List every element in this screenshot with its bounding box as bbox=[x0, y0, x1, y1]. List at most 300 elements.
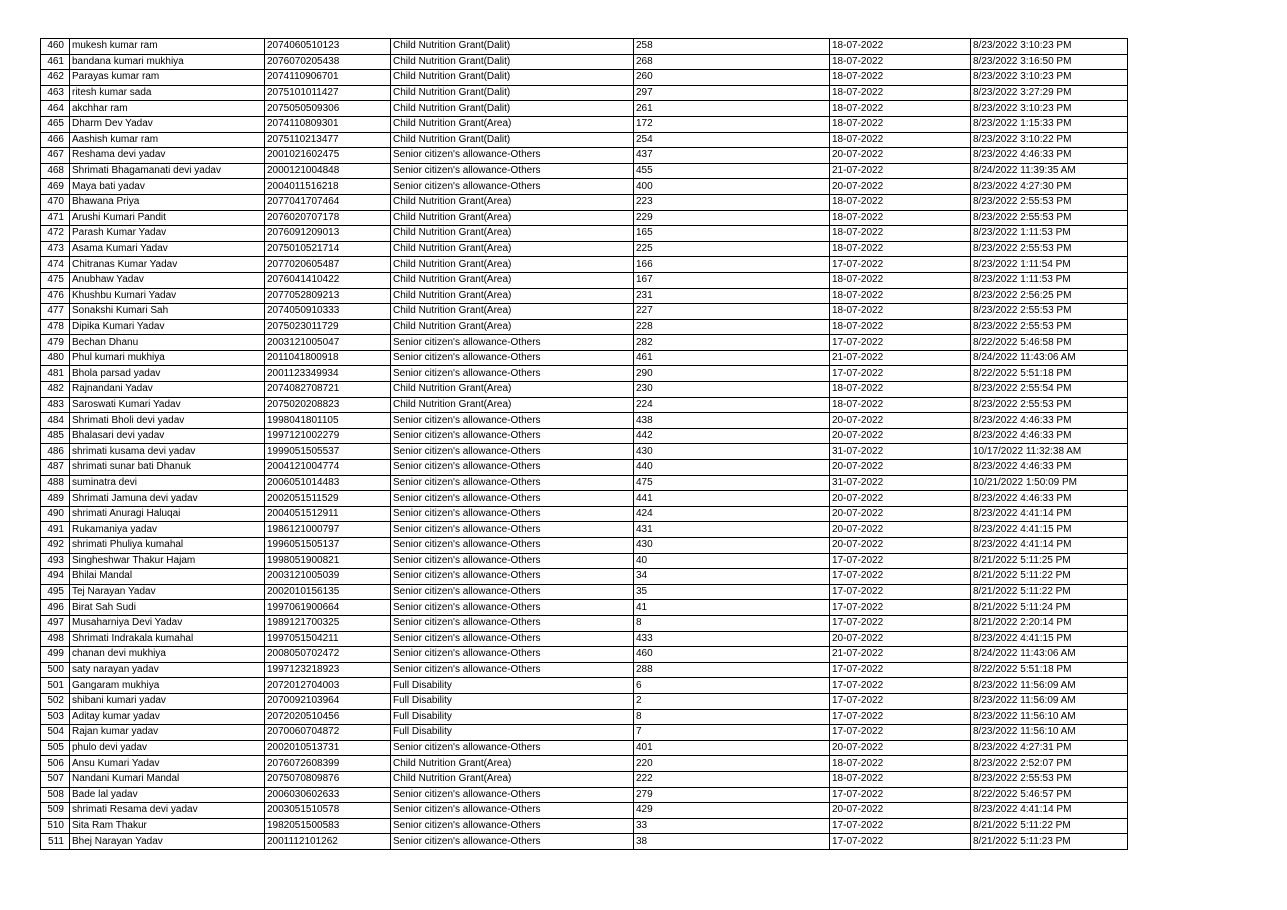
allowance-type-cell: Child Nutrition Grant(Area) bbox=[391, 210, 634, 226]
timestamp-cell: 8/23/2022 1:15:33 PM bbox=[971, 116, 1128, 132]
name-cell: Shrimati Indrakala kumahal bbox=[70, 631, 265, 647]
table-row bbox=[41, 241, 1128, 257]
table-row bbox=[41, 771, 1128, 787]
record-number-cell: 279 bbox=[634, 787, 830, 803]
name-cell: phulo devi yadav bbox=[70, 740, 265, 756]
name-cell: shrimati kusama devi yadav bbox=[70, 444, 265, 460]
table-row bbox=[41, 70, 1128, 86]
table-row bbox=[41, 725, 1128, 741]
allowance-type-cell: Senior citizen's allowance-Others bbox=[391, 148, 634, 164]
table-row bbox=[41, 101, 1128, 117]
id-number-cell: 1989121700325 bbox=[265, 615, 391, 631]
id-number-cell: 2077020605487 bbox=[265, 257, 391, 273]
allowance-type-cell: Child Nutrition Grant(Area) bbox=[391, 226, 634, 242]
id-number-cell: 2077041707464 bbox=[265, 194, 391, 210]
id-number-cell: 2074110906701 bbox=[265, 70, 391, 86]
name-cell: Shrimati Bhagamanati devi yadav bbox=[70, 163, 265, 179]
record-number-cell: 41 bbox=[634, 600, 830, 616]
serial-number-cell: 485 bbox=[41, 428, 70, 444]
id-number-cell: 1998051900821 bbox=[265, 553, 391, 569]
serial-number-cell: 478 bbox=[41, 319, 70, 335]
name-cell: Bhej Narayan Yadav bbox=[70, 834, 265, 850]
serial-number-cell: 497 bbox=[41, 615, 70, 631]
timestamp-cell: 8/22/2022 5:51:18 PM bbox=[971, 366, 1128, 382]
id-number-cell: 2074082708721 bbox=[265, 382, 391, 398]
date-cell: 18-07-2022 bbox=[830, 397, 971, 413]
date-cell: 20-07-2022 bbox=[830, 803, 971, 819]
serial-number-cell: 480 bbox=[41, 350, 70, 366]
timestamp-cell: 8/23/2022 4:41:14 PM bbox=[971, 803, 1128, 819]
name-cell: Bhola parsad yadav bbox=[70, 366, 265, 382]
timestamp-cell: 8/23/2022 2:55:53 PM bbox=[971, 771, 1128, 787]
id-number-cell: 2003051510578 bbox=[265, 803, 391, 819]
serial-number-cell: 476 bbox=[41, 288, 70, 304]
name-cell: Khushbu Kumari Yadav bbox=[70, 288, 265, 304]
allowance-type-cell: Senior citizen's allowance-Others bbox=[391, 569, 634, 585]
table-row bbox=[41, 615, 1128, 631]
serial-number-cell: 491 bbox=[41, 522, 70, 538]
table-row bbox=[41, 288, 1128, 304]
allowance-type-cell: Senior citizen's allowance-Others bbox=[391, 834, 634, 850]
timestamp-cell: 8/23/2022 4:41:14 PM bbox=[971, 538, 1128, 554]
timestamp-cell: 10/17/2022 11:32:38 AM bbox=[971, 444, 1128, 460]
serial-number-cell: 472 bbox=[41, 226, 70, 242]
id-number-cell: 1986121000797 bbox=[265, 522, 391, 538]
name-cell: Anubhaw Yadav bbox=[70, 272, 265, 288]
name-cell: ritesh kumar sada bbox=[70, 85, 265, 101]
id-number-cell: 2002051511529 bbox=[265, 491, 391, 507]
timestamp-cell: 8/23/2022 4:46:33 PM bbox=[971, 460, 1128, 476]
table-row bbox=[41, 693, 1128, 709]
record-number-cell: 442 bbox=[634, 428, 830, 444]
allowance-type-cell: Child Nutrition Grant(Area) bbox=[391, 241, 634, 257]
date-cell: 17-07-2022 bbox=[830, 553, 971, 569]
name-cell: Ansu Kumari Yadav bbox=[70, 756, 265, 772]
allowance-type-cell: Senior citizen's allowance-Others bbox=[391, 350, 634, 366]
record-number-cell: 475 bbox=[634, 475, 830, 491]
table-row bbox=[41, 350, 1128, 366]
id-number-cell: 2006030602633 bbox=[265, 787, 391, 803]
timestamp-cell: 8/21/2022 5:11:25 PM bbox=[971, 553, 1128, 569]
allowance-type-cell: Senior citizen's allowance-Others bbox=[391, 366, 634, 382]
timestamp-cell: 10/21/2022 1:50:09 PM bbox=[971, 475, 1128, 491]
date-cell: 17-07-2022 bbox=[830, 366, 971, 382]
id-number-cell: 2070092103964 bbox=[265, 693, 391, 709]
timestamp-cell: 8/22/2022 5:46:58 PM bbox=[971, 335, 1128, 351]
serial-number-cell: 495 bbox=[41, 584, 70, 600]
record-number-cell: 165 bbox=[634, 226, 830, 242]
record-number-cell: 429 bbox=[634, 803, 830, 819]
record-number-cell: 433 bbox=[634, 631, 830, 647]
table-row bbox=[41, 54, 1128, 70]
table-row bbox=[41, 756, 1128, 772]
timestamp-cell: 8/23/2022 3:10:22 PM bbox=[971, 132, 1128, 148]
record-number-cell: 35 bbox=[634, 584, 830, 600]
date-cell: 17-07-2022 bbox=[830, 693, 971, 709]
serial-number-cell: 507 bbox=[41, 771, 70, 787]
name-cell: Rukamaniya yadav bbox=[70, 522, 265, 538]
allowance-type-cell: Child Nutrition Grant(Dalit) bbox=[391, 132, 634, 148]
date-cell: 21-07-2022 bbox=[830, 163, 971, 179]
table-row bbox=[41, 335, 1128, 351]
timestamp-cell: 8/23/2022 2:55:53 PM bbox=[971, 319, 1128, 335]
name-cell: Sonakshi Kumari Sah bbox=[70, 304, 265, 320]
allowance-type-cell: Senior citizen's allowance-Others bbox=[391, 460, 634, 476]
name-cell: bandana kumari mukhiya bbox=[70, 54, 265, 70]
name-cell: mukesh kumar ram bbox=[70, 39, 265, 55]
timestamp-cell: 8/21/2022 5:11:22 PM bbox=[971, 818, 1128, 834]
allowance-type-cell: Child Nutrition Grant(Area) bbox=[391, 257, 634, 273]
table-row bbox=[41, 787, 1128, 803]
date-cell: 17-07-2022 bbox=[830, 709, 971, 725]
name-cell: Phul kumari mukhiya bbox=[70, 350, 265, 366]
timestamp-cell: 8/23/2022 3:16:50 PM bbox=[971, 54, 1128, 70]
date-cell: 18-07-2022 bbox=[830, 132, 971, 148]
allowance-type-cell: Senior citizen's allowance-Others bbox=[391, 413, 634, 429]
table-row bbox=[41, 740, 1128, 756]
timestamp-cell: 8/23/2022 1:11:54 PM bbox=[971, 257, 1128, 273]
date-cell: 18-07-2022 bbox=[830, 241, 971, 257]
allowance-type-cell: Senior citizen's allowance-Others bbox=[391, 179, 634, 195]
name-cell: shrimati Phuliya kumahal bbox=[70, 538, 265, 554]
id-number-cell: 2077052809213 bbox=[265, 288, 391, 304]
serial-number-cell: 460 bbox=[41, 39, 70, 55]
date-cell: 17-07-2022 bbox=[830, 615, 971, 631]
name-cell: shibani kumari yadav bbox=[70, 693, 265, 709]
allowance-type-cell: Full Disability bbox=[391, 693, 634, 709]
id-number-cell: 2075101011427 bbox=[265, 85, 391, 101]
allowance-type-cell: Senior citizen's allowance-Others bbox=[391, 491, 634, 507]
timestamp-cell: 8/23/2022 11:56:10 AM bbox=[971, 725, 1128, 741]
id-number-cell: 2006051014483 bbox=[265, 475, 391, 491]
date-cell: 17-07-2022 bbox=[830, 257, 971, 273]
name-cell: Rajnandani Yadav bbox=[70, 382, 265, 398]
timestamp-cell: 8/23/2022 4:27:31 PM bbox=[971, 740, 1128, 756]
table-row bbox=[41, 818, 1128, 834]
name-cell: Shrimati Bholi devi yadav bbox=[70, 413, 265, 429]
timestamp-cell: 8/23/2022 2:55:53 PM bbox=[971, 241, 1128, 257]
record-number-cell: 223 bbox=[634, 194, 830, 210]
id-number-cell: 2001112101262 bbox=[265, 834, 391, 850]
allowance-type-cell: Senior citizen's allowance-Others bbox=[391, 647, 634, 663]
serial-number-cell: 500 bbox=[41, 662, 70, 678]
date-cell: 18-07-2022 bbox=[830, 771, 971, 787]
table-row bbox=[41, 444, 1128, 460]
date-cell: 17-07-2022 bbox=[830, 787, 971, 803]
allowance-type-cell: Child Nutrition Grant(Area) bbox=[391, 319, 634, 335]
id-number-cell: 1997123218923 bbox=[265, 662, 391, 678]
name-cell: chanan devi mukhiya bbox=[70, 647, 265, 663]
timestamp-cell: 8/23/2022 2:55:53 PM bbox=[971, 210, 1128, 226]
allowance-type-cell: Child Nutrition Grant(Dalit) bbox=[391, 39, 634, 55]
date-cell: 18-07-2022 bbox=[830, 756, 971, 772]
timestamp-cell: 8/23/2022 4:46:33 PM bbox=[971, 491, 1128, 507]
table-row bbox=[41, 304, 1128, 320]
id-number-cell: 2003121005039 bbox=[265, 569, 391, 585]
table-row bbox=[41, 538, 1128, 554]
date-cell: 31-07-2022 bbox=[830, 444, 971, 460]
id-number-cell: 2004051512911 bbox=[265, 506, 391, 522]
serial-number-cell: 474 bbox=[41, 257, 70, 273]
allowance-type-cell: Senior citizen's allowance-Others bbox=[391, 522, 634, 538]
serial-number-cell: 462 bbox=[41, 70, 70, 86]
name-cell: Reshama devi yadav bbox=[70, 148, 265, 164]
allowance-type-cell: Senior citizen's allowance-Others bbox=[391, 662, 634, 678]
record-number-cell: 431 bbox=[634, 522, 830, 538]
table-row bbox=[41, 600, 1128, 616]
record-number-cell: 34 bbox=[634, 569, 830, 585]
id-number-cell: 2075110213477 bbox=[265, 132, 391, 148]
timestamp-cell: 8/23/2022 3:27:29 PM bbox=[971, 85, 1128, 101]
serial-number-cell: 492 bbox=[41, 538, 70, 554]
timestamp-cell: 8/23/2022 11:56:09 AM bbox=[971, 693, 1128, 709]
record-number-cell: 6 bbox=[634, 678, 830, 694]
record-number-cell: 166 bbox=[634, 257, 830, 273]
serial-number-cell: 506 bbox=[41, 756, 70, 772]
record-number-cell: 288 bbox=[634, 662, 830, 678]
date-cell: 20-07-2022 bbox=[830, 631, 971, 647]
allowance-type-cell: Senior citizen's allowance-Others bbox=[391, 335, 634, 351]
date-cell: 17-07-2022 bbox=[830, 818, 971, 834]
record-number-cell: 438 bbox=[634, 413, 830, 429]
record-number-cell: 282 bbox=[634, 335, 830, 351]
table-row bbox=[41, 506, 1128, 522]
id-number-cell: 2076020707178 bbox=[265, 210, 391, 226]
allowance-type-cell: Child Nutrition Grant(Area) bbox=[391, 288, 634, 304]
record-number-cell: 7 bbox=[634, 725, 830, 741]
allowance-type-cell: Child Nutrition Grant(Dalit) bbox=[391, 101, 634, 117]
id-number-cell: 2076072608399 bbox=[265, 756, 391, 772]
date-cell: 18-07-2022 bbox=[830, 101, 971, 117]
serial-number-cell: 486 bbox=[41, 444, 70, 460]
name-cell: Asama Kumari Yadav bbox=[70, 241, 265, 257]
timestamp-cell: 8/23/2022 2:55:53 PM bbox=[971, 397, 1128, 413]
allowance-type-cell: Child Nutrition Grant(Dalit) bbox=[391, 70, 634, 86]
date-cell: 18-07-2022 bbox=[830, 116, 971, 132]
table-row bbox=[41, 709, 1128, 725]
record-number-cell: 230 bbox=[634, 382, 830, 398]
date-cell: 18-07-2022 bbox=[830, 194, 971, 210]
timestamp-cell: 8/23/2022 4:41:15 PM bbox=[971, 522, 1128, 538]
record-number-cell: 254 bbox=[634, 132, 830, 148]
allowance-type-cell: Senior citizen's allowance-Others bbox=[391, 553, 634, 569]
allowance-type-cell: Child Nutrition Grant(Area) bbox=[391, 756, 634, 772]
timestamp-cell: 8/23/2022 11:56:09 AM bbox=[971, 678, 1128, 694]
id-number-cell: 2075023011729 bbox=[265, 319, 391, 335]
date-cell: 18-07-2022 bbox=[830, 226, 971, 242]
name-cell: shrimati Anuragi Haluqai bbox=[70, 506, 265, 522]
name-cell: Chitranas Kumar Yadav bbox=[70, 257, 265, 273]
name-cell: Bechan Dhanu bbox=[70, 335, 265, 351]
serial-number-cell: 511 bbox=[41, 834, 70, 850]
serial-number-cell: 499 bbox=[41, 647, 70, 663]
id-number-cell: 1996051505137 bbox=[265, 538, 391, 554]
id-number-cell: 1997061900664 bbox=[265, 600, 391, 616]
table-row bbox=[41, 803, 1128, 819]
date-cell: 20-07-2022 bbox=[830, 522, 971, 538]
timestamp-cell: 8/23/2022 4:41:14 PM bbox=[971, 506, 1128, 522]
record-number-cell: 401 bbox=[634, 740, 830, 756]
serial-number-cell: 469 bbox=[41, 179, 70, 195]
record-number-cell: 231 bbox=[634, 288, 830, 304]
name-cell: Saroswati Kumari Yadav bbox=[70, 397, 265, 413]
name-cell: shrimati Resama devi yadav bbox=[70, 803, 265, 819]
timestamp-cell: 8/21/2022 5:11:22 PM bbox=[971, 584, 1128, 600]
timestamp-cell: 8/23/2022 4:46:33 PM bbox=[971, 413, 1128, 429]
id-number-cell: 2072020510456 bbox=[265, 709, 391, 725]
serial-number-cell: 465 bbox=[41, 116, 70, 132]
id-number-cell: 2076091209013 bbox=[265, 226, 391, 242]
record-number-cell: 441 bbox=[634, 491, 830, 507]
allowance-type-cell: Senior citizen's allowance-Others bbox=[391, 818, 634, 834]
timestamp-cell: 8/23/2022 4:46:33 PM bbox=[971, 148, 1128, 164]
table-row bbox=[41, 569, 1128, 585]
timestamp-cell: 8/23/2022 1:11:53 PM bbox=[971, 226, 1128, 242]
timestamp-cell: 8/21/2022 5:11:22 PM bbox=[971, 569, 1128, 585]
serial-number-cell: 489 bbox=[41, 491, 70, 507]
record-number-cell: 227 bbox=[634, 304, 830, 320]
date-cell: 18-07-2022 bbox=[830, 272, 971, 288]
name-cell: Arushi Kumari Pandit bbox=[70, 210, 265, 226]
serial-number-cell: 482 bbox=[41, 382, 70, 398]
record-number-cell: 261 bbox=[634, 101, 830, 117]
serial-number-cell: 488 bbox=[41, 475, 70, 491]
table-row bbox=[41, 85, 1128, 101]
serial-number-cell: 461 bbox=[41, 54, 70, 70]
id-number-cell: 2001123349934 bbox=[265, 366, 391, 382]
timestamp-cell: 8/21/2022 5:11:23 PM bbox=[971, 834, 1128, 850]
allowance-type-cell: Full Disability bbox=[391, 678, 634, 694]
table-row bbox=[41, 584, 1128, 600]
allowance-type-cell: Full Disability bbox=[391, 725, 634, 741]
record-number-cell: 461 bbox=[634, 350, 830, 366]
id-number-cell: 1999051505537 bbox=[265, 444, 391, 460]
record-number-cell: 222 bbox=[634, 771, 830, 787]
records-table bbox=[40, 38, 1128, 850]
table-row bbox=[41, 179, 1128, 195]
record-number-cell: 2 bbox=[634, 693, 830, 709]
timestamp-cell: 8/23/2022 11:56:10 AM bbox=[971, 709, 1128, 725]
record-number-cell: 455 bbox=[634, 163, 830, 179]
date-cell: 17-07-2022 bbox=[830, 584, 971, 600]
allowance-type-cell: Senior citizen's allowance-Others bbox=[391, 615, 634, 631]
timestamp-cell: 8/23/2022 2:55:53 PM bbox=[971, 304, 1128, 320]
name-cell: Dipika Kumari Yadav bbox=[70, 319, 265, 335]
table-row bbox=[41, 210, 1128, 226]
table-row bbox=[41, 491, 1128, 507]
timestamp-cell: 8/22/2022 5:51:18 PM bbox=[971, 662, 1128, 678]
serial-number-cell: 481 bbox=[41, 366, 70, 382]
record-number-cell: 229 bbox=[634, 210, 830, 226]
allowance-type-cell: Senior citizen's allowance-Others bbox=[391, 600, 634, 616]
record-number-cell: 400 bbox=[634, 179, 830, 195]
serial-number-cell: 501 bbox=[41, 678, 70, 694]
id-number-cell: 2076070205438 bbox=[265, 54, 391, 70]
allowance-type-cell: Child Nutrition Grant(Area) bbox=[391, 771, 634, 787]
name-cell: Bade lal yadav bbox=[70, 787, 265, 803]
allowance-type-cell: Senior citizen's allowance-Others bbox=[391, 584, 634, 600]
serial-number-cell: 470 bbox=[41, 194, 70, 210]
record-number-cell: 268 bbox=[634, 54, 830, 70]
serial-number-cell: 467 bbox=[41, 148, 70, 164]
serial-number-cell: 477 bbox=[41, 304, 70, 320]
record-number-cell: 8 bbox=[634, 615, 830, 631]
table-row bbox=[41, 553, 1128, 569]
timestamp-cell: 8/23/2022 4:41:15 PM bbox=[971, 631, 1128, 647]
table-row bbox=[41, 148, 1128, 164]
timestamp-cell: 8/24/2022 11:43:06 AM bbox=[971, 350, 1128, 366]
record-number-cell: 437 bbox=[634, 148, 830, 164]
allowance-type-cell: Child Nutrition Grant(Dalit) bbox=[391, 85, 634, 101]
id-number-cell: 2075010521714 bbox=[265, 241, 391, 257]
timestamp-cell: 8/23/2022 2:55:53 PM bbox=[971, 194, 1128, 210]
table-row bbox=[41, 319, 1128, 335]
id-number-cell: 2002010156135 bbox=[265, 584, 391, 600]
id-number-cell: 2004121004774 bbox=[265, 460, 391, 476]
id-number-cell: 2000121004848 bbox=[265, 163, 391, 179]
record-number-cell: 258 bbox=[634, 39, 830, 55]
date-cell: 20-07-2022 bbox=[830, 428, 971, 444]
serial-number-cell: 498 bbox=[41, 631, 70, 647]
serial-number-cell: 510 bbox=[41, 818, 70, 834]
record-number-cell: 430 bbox=[634, 538, 830, 554]
allowance-type-cell: Senior citizen's allowance-Others bbox=[391, 803, 634, 819]
name-cell: Musaharniya Devi Yadav bbox=[70, 615, 265, 631]
date-cell: 18-07-2022 bbox=[830, 210, 971, 226]
record-number-cell: 228 bbox=[634, 319, 830, 335]
table-row bbox=[41, 662, 1128, 678]
date-cell: 17-07-2022 bbox=[830, 600, 971, 616]
record-number-cell: 224 bbox=[634, 397, 830, 413]
allowance-type-cell: Child Nutrition Grant(Dalit) bbox=[391, 54, 634, 70]
record-number-cell: 430 bbox=[634, 444, 830, 460]
table-row bbox=[41, 475, 1128, 491]
record-number-cell: 297 bbox=[634, 85, 830, 101]
timestamp-cell: 8/23/2022 2:52:07 PM bbox=[971, 756, 1128, 772]
allowance-type-cell: Child Nutrition Grant(Area) bbox=[391, 194, 634, 210]
timestamp-cell: 8/23/2022 2:56:25 PM bbox=[971, 288, 1128, 304]
date-cell: 18-07-2022 bbox=[830, 54, 971, 70]
date-cell: 17-07-2022 bbox=[830, 569, 971, 585]
serial-number-cell: 509 bbox=[41, 803, 70, 819]
id-number-cell: 2075070809876 bbox=[265, 771, 391, 787]
date-cell: 18-07-2022 bbox=[830, 319, 971, 335]
name-cell: suminatra devi bbox=[70, 475, 265, 491]
name-cell: Bhalasari devi yadav bbox=[70, 428, 265, 444]
allowance-type-cell: Senior citizen's allowance-Others bbox=[391, 506, 634, 522]
timestamp-cell: 8/23/2022 3:10:23 PM bbox=[971, 70, 1128, 86]
allowance-type-cell: Child Nutrition Grant(Area) bbox=[391, 272, 634, 288]
table-row bbox=[41, 522, 1128, 538]
record-number-cell: 225 bbox=[634, 241, 830, 257]
date-cell: 18-07-2022 bbox=[830, 85, 971, 101]
serial-number-cell: 479 bbox=[41, 335, 70, 351]
record-number-cell: 40 bbox=[634, 553, 830, 569]
name-cell: Tej Narayan Yadav bbox=[70, 584, 265, 600]
timestamp-cell: 8/23/2022 4:27:30 PM bbox=[971, 179, 1128, 195]
date-cell: 20-07-2022 bbox=[830, 506, 971, 522]
record-number-cell: 38 bbox=[634, 834, 830, 850]
serial-number-cell: 487 bbox=[41, 460, 70, 476]
date-cell: 20-07-2022 bbox=[830, 740, 971, 756]
table-row bbox=[41, 678, 1128, 694]
record-number-cell: 424 bbox=[634, 506, 830, 522]
id-number-cell: 2074110809301 bbox=[265, 116, 391, 132]
allowance-type-cell: Senior citizen's allowance-Others bbox=[391, 538, 634, 554]
serial-number-cell: 483 bbox=[41, 397, 70, 413]
record-number-cell: 167 bbox=[634, 272, 830, 288]
allowance-type-cell: Senior citizen's allowance-Others bbox=[391, 631, 634, 647]
